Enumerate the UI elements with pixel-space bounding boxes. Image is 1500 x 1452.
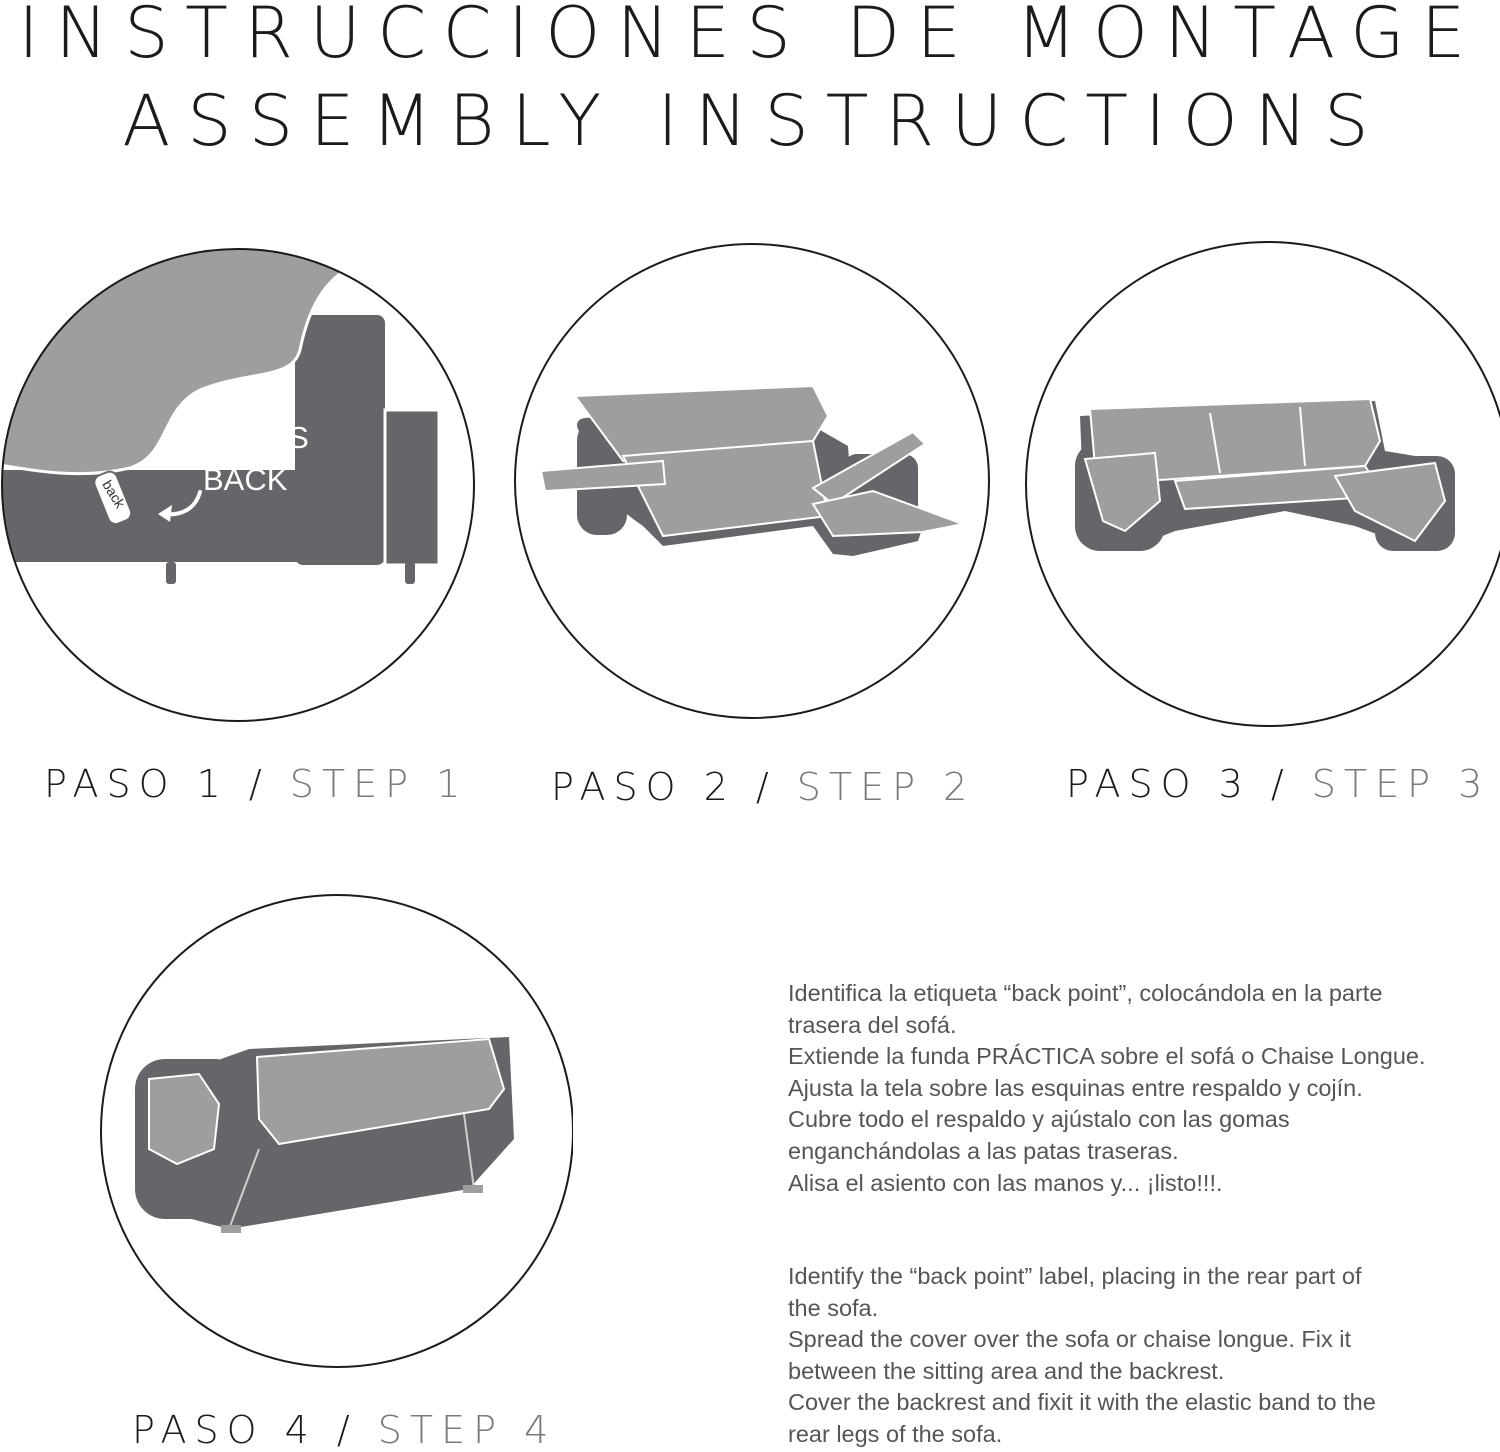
step-3-label-en: STEP 3 [1311, 762, 1491, 806]
instruction-en-line: between the sitting area and the backrest. [788, 1357, 1225, 1384]
instruction-en-line: the sofa. [788, 1294, 879, 1321]
instruction-en-line: rear legs of the sofa. [788, 1420, 1003, 1447]
sofa-leg-left [166, 562, 176, 584]
step-2-label-en: STEP 2 [796, 765, 976, 809]
instructions-english [788, 1261, 1488, 1451]
title-spanish: INSTRUCCIONES DE MONTAGE [18, 0, 1482, 74]
instruction-es-line: Identifica la etiqueta “back point”, colocándola en la parte [788, 980, 1383, 1006]
instruction-es-line: Alisa el asiento con las manos y... ¡listo!!!. [788, 1169, 1223, 1196]
instruction-en-line: Spread the cover over the sofa or chaise longue. Fix it [788, 1326, 1352, 1353]
instructions-spanish [788, 978, 1488, 1199]
step-1-label [44, 762, 468, 806]
instruction-es-line: enganchándolas a las patas traseras. [788, 1137, 1179, 1164]
step-1-label-en: STEP 1 [289, 762, 469, 806]
sofa-side-panel [385, 410, 439, 565]
step-4-label [132, 1408, 556, 1452]
sofa-leg-right [405, 562, 415, 584]
step-2-illustration [513, 236, 993, 726]
step-1-label-es: PASO 1 / [44, 762, 270, 806]
instruction-es-line: Extiende la funda PRÁCTICA sobre el sofá o Chaise Longue. [788, 1043, 1426, 1070]
step-2-label-es: PASO 2 / [551, 765, 777, 809]
tag-label-back: BACK [203, 462, 288, 497]
title-english: ASSEMBLY INSTRUCTIONS [122, 80, 1386, 162]
cover-arm [149, 1074, 219, 1164]
tag-label-detras: DETRÁS [183, 420, 309, 455]
step-4-illustration [99, 889, 573, 1373]
instruction-en-line: Cover the backrest and fixit it with the elastic band to the [788, 1389, 1376, 1416]
tag-text-back: back [99, 477, 129, 511]
step-4-label-en: STEP 4 [377, 1408, 557, 1452]
step-3-label [1066, 762, 1490, 806]
instruction-es-line: Cubre todo el respaldo y ajústalo con las gomas [788, 1106, 1290, 1133]
step-3-label-es: PASO 3 / [1066, 762, 1292, 806]
instruction-es-line: Ajusta la tela sobre las esquinas entre respaldo y cojín. [788, 1074, 1363, 1101]
step-2-label [551, 765, 975, 809]
instruction-es-line: trasera del sofá. [788, 1011, 957, 1038]
instruction-en-line: Identify the “back point” label, placing in the rear part of [788, 1263, 1362, 1289]
step-4-label-es: PASO 4 / [132, 1408, 358, 1452]
step-3-illustration [1025, 241, 1500, 729]
